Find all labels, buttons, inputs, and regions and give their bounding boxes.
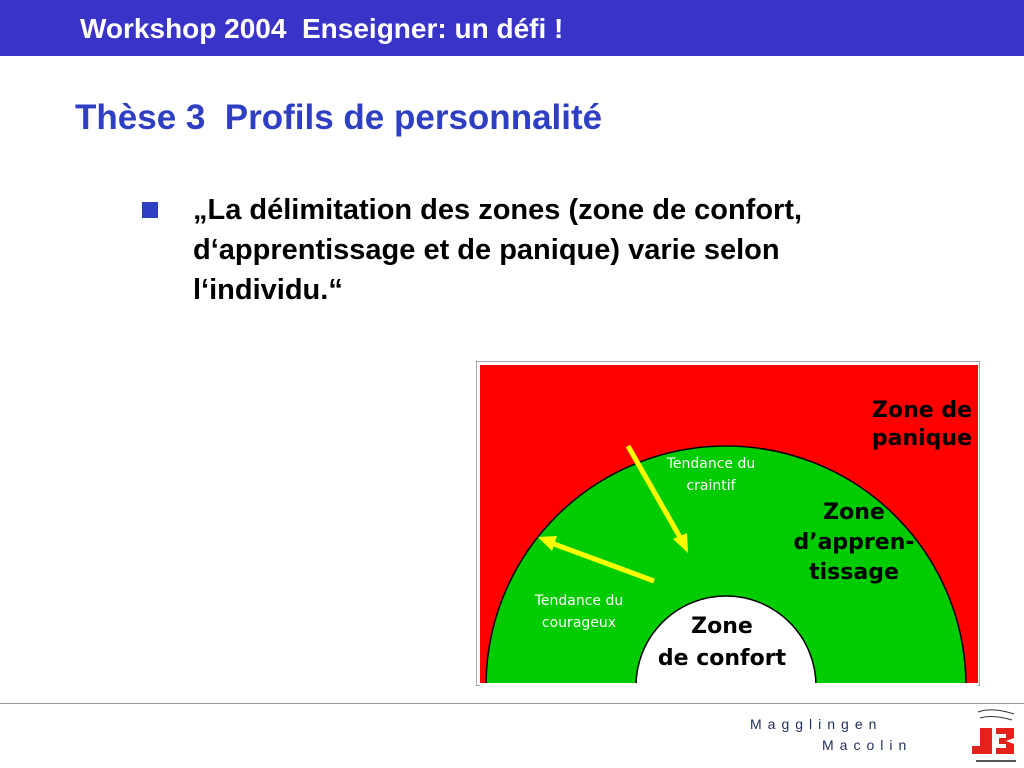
header-title: Workshop 2004 Enseigner: un défi ! bbox=[80, 13, 564, 44]
comfort-zone-label: Zone bbox=[691, 614, 753, 639]
brave-tendency-label: Tendance du bbox=[534, 593, 624, 609]
comfort-zone-label: de confort bbox=[657, 646, 787, 671]
header-bar bbox=[0, 0, 1024, 56]
footer-place-de: Magglingen bbox=[750, 716, 883, 732]
diagram-bottom-edge bbox=[480, 683, 978, 686]
fearful-tendency-label: Tendance du bbox=[666, 456, 756, 472]
bullet-text bbox=[193, 190, 953, 310]
bullet-line: d‘apprentissage et de panique) varie selon bbox=[193, 234, 780, 266]
brave-tendency-label: courageux bbox=[541, 615, 617, 631]
bullet-square-icon bbox=[142, 202, 158, 218]
fearful-tendency-label: craintif bbox=[686, 478, 736, 494]
panic-zone-label: panique bbox=[871, 426, 972, 451]
slide-title: Thèse 3 Profils de personnalité bbox=[75, 98, 603, 137]
jeunesse-sport-logo-icon bbox=[968, 706, 1024, 768]
panic-zone-label: Zone de bbox=[872, 398, 972, 423]
bullet-line: „La délimitation des zones (zone de confort, bbox=[193, 194, 803, 226]
learning-zone-label: d’appren- bbox=[793, 530, 915, 555]
learning-zone-label: Zone bbox=[823, 500, 885, 525]
zones-diagram bbox=[476, 361, 980, 686]
learning-zone-label: tissage bbox=[809, 560, 899, 585]
bullet-line: l‘individu.“ bbox=[193, 274, 343, 306]
footer-place-fr: Macolin bbox=[822, 737, 913, 753]
footer-divider bbox=[0, 703, 1024, 704]
